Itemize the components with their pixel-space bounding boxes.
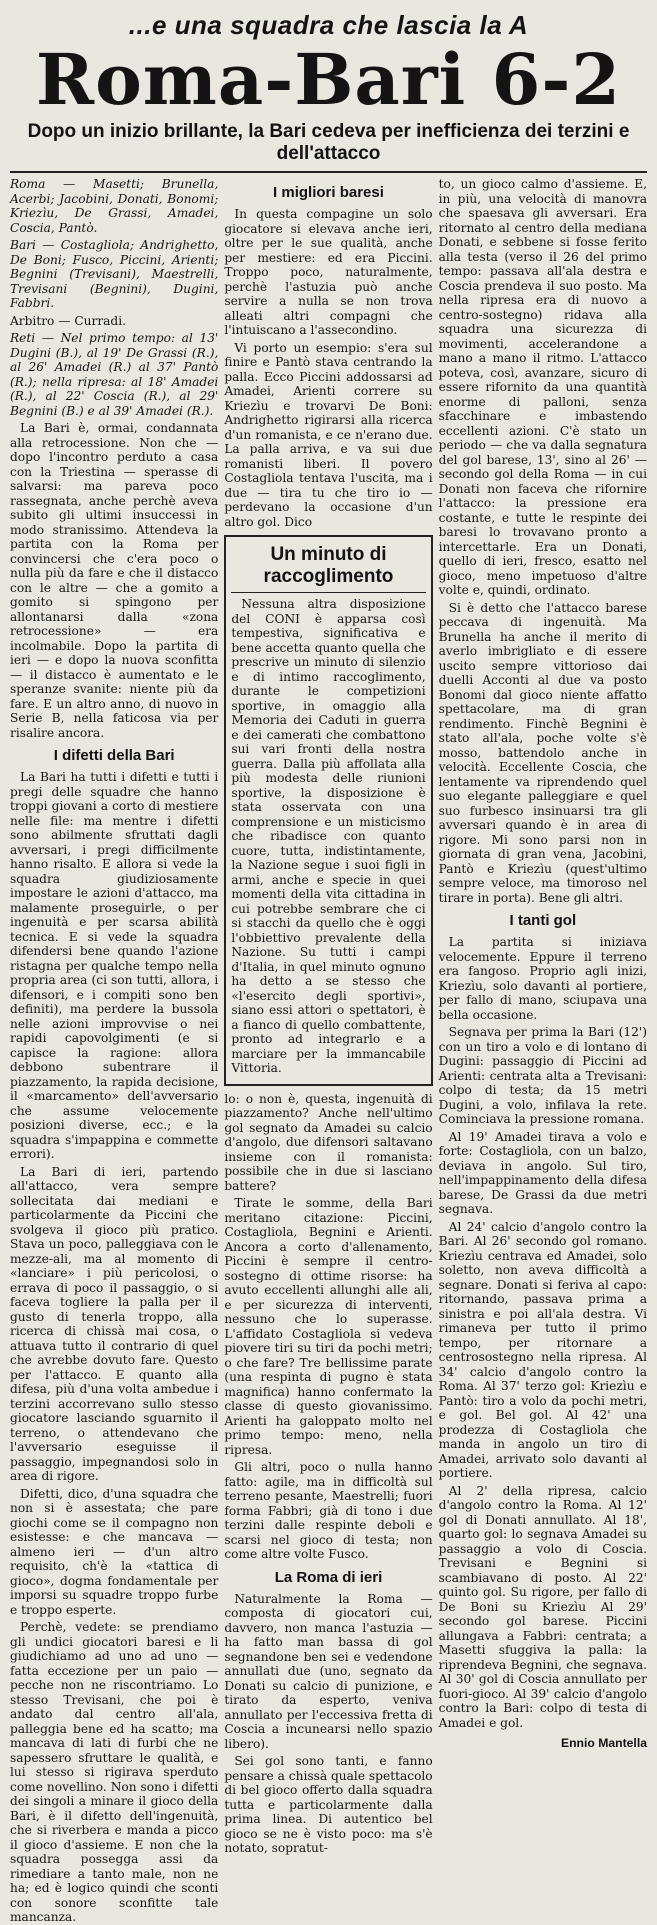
paragraph: Perchè, vedete: se prendiamo gli undici giocatori baresi e li giudichiamo ad uno ad uno — fatta eccezione per un paio — pecche non ne riscontriamo. Lo stesso Trevisani, che poi è andato dal centro all'ala, palleggia bene ed ha scatto; ma mancava di lati di furbi che ne sapessero sfruttare le qualità, e lui stesso si rigirava sperduto come novellino. Non sono i difetti dei singoli a minare il gioco della Bari, è il difetto dell'ingenuità, che si riverbera e manda a picco il gioco d'assieme. E non che la squadra possegga assi da rimediare a tanto male, non ne ha; ed è logico quindi che sconti con sonore sconfitte tale mancanza. [10,1620,219,1924]
goals-summary: Reti — Nel primo tempo: al 13' Dugini (B.), al 19' De Grassi (R.), al 26' Amadei (R.) al 37' Pantò (R.); nella ripresa: al 18' Amadei (R.), al 22' Coscia (R.), al 29' Begnini (B.) e al 39' Amadei (R.). [10,331,219,418]
paragraph: In questa compagine un solo giocatore si elevava anche ieri, oltre per le sue qualità, anche per mestiere: ed era Piccini. Troppo poco, naturalmente, perchè l'astuzia può anche servire a nulla se non trova alleati altri compagni che l'intuiscano a l'assecondino. [224,207,433,337]
kicker: ...e una squadra che lascia la A [128,10,529,40]
boxed-article [224,535,432,1086]
article-columns [10,177,647,1924]
paragraph: Al 24' calcio d'angolo contro la Bari. Al 26' secondo gol romano. Kriezìu centrava ed Amadei, solo soletto, non aveva difficoltà a segnare. Donati si feriva al capo: ritornando, passava prima a sinistra e poi all'ala destra. Vi rimaneva per tutto il primo tempo, per ritornare a centrosostegno nella ripresa. Al 34' calcio d'angolo contro la Roma. Al 37' terzo gol: Kriezìu e Pantò: tiro a volo da pochi metri, e gol. Bel gol. Al 42' una prodezza di Costagliola che manda in angolo un tiro di Amadei, arrivato solo davanti al portiere. [438,1219,647,1480]
paragraph: Vi porto un esempio: s'era sul finire e Pantò stava centrando la palla. Ecco Piccini addossarsi ad Amadei, Arienti correre su Kriezìu e trovarvi De Boni: Andrighetto rigirarsi alla ricerca d'un romanista, e ce n'erano due. La palla arriva, e va sui due romanisti liberi. Il povero Costagliola tentava l'uscita, ma i due — tira tu che tiro io — perdevano la occasione d'un altro gol. Dico [224,340,433,529]
paragraph: Segnava per prima la Bari (12') con un tiro a volo e di lontano di Dugini: passaggio di Piccini ad Arienti: centrata alta a Trevisani: colpo di testa; da 15 metri Dugini, a volo, infilava la rete. Cominciava la pressione romana. [438,1025,647,1126]
subheading: I tanti gol [509,912,577,929]
paragraph: Tirate le somme, della Bari meritano citazione: Piccini, Costagliola, Begnini e Arienti. Ancora a corto d'allenamento, Piccini è sempre il centro-sostegno di ottime risorse: ha avuto eccellenti allunghi alle ali, e per sicurezza di interventi, nessuno che lo superasse. L'affidato Costagliola si vedeva piovere tiri su tiri da pochi metri; o che fare? Tre bellissime parate (una respinta di pugno è stata magnifica) hanno confermato la classe di questo giovanissimo. Arienti ha galoppato molto nel primo tempo: meno, nella ripresa. [224,1196,433,1457]
paragraph: Si è detto che l'attacco barese peccava di ingenuità. Ma Brunella ha anche il merito di averlo imbrigliato e di essere uscito sempre vittorioso dai duelli Acconti al due va posto Bonomi dal gioco niente affatto spettacolare, ma di gran rendimento. Finchè Begnini è stato all'ala, poche volte s'è mosso, battendolo anche in velocità. Eccellente Coscia, che lentamente va riprendendo quel suo elegante palleggiare e quel suo furbesco insinuarsi tra gli avversari quando è in area di rigore. Mi sono parsi non in giornata di gran vena, Jacobini, Pantò e Kriezìu (quest'ultimo sempre veloce, ma timoroso nel tirare in porta). Bene gli altri. [438,600,647,905]
paragraph: Al 19' Amadei tirava a volo e forte: Costagliola, con un balzo, deviava in angolo. Sul tiro, nell'impappinamento della difesa barese, De Grassi da due metri segnava. [438,1129,647,1216]
subheading: I migliori baresi [273,184,384,201]
paragraph: Difetti, dico, d'una squadra che non si è assestata; che pare giochi come se il compagno non esistesse: e che mancava — almeno ieri — d'un altro requisito, ch'è la «tattica di gioco», dogma fondamentale per imporsi su squadre troppo furbe e troppo esperte. [10,1486,219,1617]
paragraph: Sei gol sono tanti, e fanno pensare a chissà quale spettacolo di bel gioco offerto dalla squadra tutta e particolarmente dalla prima linea. Di autentico bel gioco se ne è visto poco: ma s'è notato, sopratut- [224,1754,433,1855]
box-title: Un minuto di raccoglimento [231,540,425,593]
author-signature: Ennio Mantella [560,1736,647,1750]
paragraph: Al 2' della ripresa, calcio d'angolo contro la Roma. Al 12' gol di Donati annullato. Al 18', quarto gol: lo segnava Amadei su passaggio a volo di Coscia. Trevisani e Begnini si scambiavano di posto. Al 22' quinto gol. Su rigore, per fallo di De Boni su Kriezìu Al 29' secondo gol barese. Piccini allungava a Fabbri: centrata; a Masetti sfuggiva la palla: la riprendeva Begnini, che segnava. Al 30' gol di Coscia annullato per fuori-gioco. Al 39' calcio d'angolo contro la Bari: colpo di testa di Amadei e gol. [438,1483,647,1730]
paragraph: lo: o non è, questa, ingenuità di piazzamento? Anche nell'ultimo gol segnato da Amadei su calcio d'angolo, due difensori saltavano insieme con il romanista: possibile che in due si lasciano battere? [224,1091,433,1193]
paragraph: Naturalmente la Roma — composta di giocatori cui, davvero, non manca l'astuzia — ha fatto man bassa di gol segnandone ben sei e vedendone annullati due (uno, segnato da Donati su calcio di punizione, e tirato da esperto, veniva annullato per l'eccessiva fretta di Coscia a incunearsi nello spazio libero). [224,1591,433,1751]
deck-subtitle: Dopo un inizio brillante, la Bari cedeva per inefficienza dei terzini e dell'attacco [27,121,630,164]
paragraph: La Bari ha tutti i difetti e tutti i pregi delle squadre che hanno troppi giovani a corto di mestiere nelle file: ma mentre i difetti sono abilmente sfruttati dagli avversari, i pregi difficilmente hanno risalto. E allora si vede la squadra giudiziosamente impostare le azioni d'attacco, ma malamente proseguirle, o per ingenuità e per scarsa abilità tecnica. E si vede la squadra difendersi bene quando l'azione ristagna per qualche tempo nella propria area (ci son tutti, allora, i difensori, e i compiti sono ben definiti), ma perdere la bussola nelle azioni improvvise o nei rapidi capovolgimenti (e si capisce la ragione: allora debbono subentrare il piazzamento, la rapida decisione, il «marcamento» dell'avversario che assume velocemente posizioni diverse, ecc.; e la squadra s'impappina e commette errori). [10,770,219,1161]
paragraph: La Bari è, ormai, condannata alla retrocessione. Non che — dopo l'incontro perduto a casa con la Triestina — sperasse di salvarsi: ma pareva poco rassegnata, anche perchè aveva subito gli ultimi insuccessi in modo stranissimo. Attendeva la partita con la Roma per convincersi che c'era poco o nulla più da fare e che il distacco con le altre — che a gomito a gomito si spingono per allontanarsi dalla «zona retrocessione» — era incolmabile. Dopo la partita di ieri — e dopo la nuova sconfitta — il distacco è aumentato e le speranze svanite: niente più da fare. E un altro anno, di nuovo in Serie B, nella faticosa via per risalire ancora. [10,421,219,740]
lineup-roma: Roma — Masetti; Brunella, Acerbi; Jacobini, Donati, Bonomi; Kriezìu, De Grassi, Amadei, Coscia, Pantò. [10,177,219,235]
paragraph: to, un gioco calmo d'assieme. E, in più, una velocità di manovra che spaesava gli avversari. Era ritornato al centro della mediana Donati, e sebbene si fosse ferito alla testa (verso il 26 del primo tempo: passava all'ala destra e Coscia prendeva il suo posto. Ma nella ripresa era di nuovo a centro-sostegno) ridava alla squadra una sicurezza di movimenti, accelerandone a mano a mano il ritmo. L'attacco poteva, così, avanzare, sicuro di essere rifornito da una quantità enorme di palloni, senza sfacchinare e imbastendo eccellenti azioni. C'è stato un periodo — che va dalla segnatura del gol barese, 13', sino al 26' — secondo gol della Roma — in cui Donati non faceva che rifornire l'attacco: la pressione era costante, e tutte le respinte dei baresi lo trovavano pronto a intercettarle. Era un Donati, quello di ieri, fresco, esatto nel gioco, meno impetuoso d'altre volte e, quindi, ordinato. [438,177,647,597]
box-text: Nessuna altra disposizione del CONI è apparsa così tempestiva, significativa e bene accetta quanto quella che prescrive un minuto di silenzio e di intimo raccoglimento, durante le competizioni sportive, in omaggio alla Memoria dei Caduti in guerra e dei camerati che combattono sui vari fronti della nostra guerra. Dalla più affollata alla più modesta delle riunioni sportive, la disposizione è stata osservata con una comprensione e un misticismo che ribadisce con quanto cuore, tutta, indistintamente, la Nazione segue i suoi figli in armi, anche e specie in quei momenti della vita cittadina in cui potrebbe sembrare che ci si stacchi da quello che è oggi l'obbiettivo prevalente della Nazione. Su tutti i campi d'Italia, in quel minuto ognuno ha detto a se stesso che «l'esercito degli sportivi», siano essi attori o spettatori, è a fianco di quello combattente, pronto ad integrarlo e a marciare per la immancabile Vittoria. [231,597,426,1075]
paragraph: Gli altri, poco o nulla hanno fatto: agile, ma in difficoltà sul terreno pesante, Maestrelli; fuori forma Fabbri; già di tono i due terzini dalle respinte deboli e scarsi nel gioco di testa; non come altre volte Fusco. [224,1460,433,1561]
subheading: La Roma di ieri [274,1568,383,1586]
lineup-bari: Bari — Costagliola; Andrighetto, De Boni; Fusco, Piccini, Arienti; Begnini (Trevisani), Maestrelli, Trevisani (Begnini), Dugini, Fabbri. [10,238,219,310]
divider [10,171,647,173]
headline: Roma-Bari 6-2 [35,38,622,121]
paragraph: La partita si iniziava velocemente. Eppure il terreno era fangoso. Proprio agli inizi, Kriezìu, solo davanti al portiere, per fallo di mano, sciupava una bella occasione. [438,935,647,1022]
column-1 [10,177,219,1924]
referee: Arbitro — Curradi. [10,313,126,328]
subheading: I difetti della Bari [53,747,175,764]
column-2 [224,177,432,1877]
column-3 [439,177,647,1877]
paragraph: La Bari di ieri, partendo all'attacco, vera sempre sollecitata dai mediani e particolarmente da Piccini che svolgeva il gioco più pratico. Stava un poco, palleggiava con le mezze-ali, ma al momento di «lanciare» i più pericolosi, o errava di poco il passaggio, o si faceva togliere la palla per il gusto di tenerla troppo, alla ricerca di chissà mai cosa, o attuava tutto il contrario di quel che avrebbe dovuto fare. Questo per l'attacco. E quanto alla difesa, più d'una volta ambedue i terzini accorrevano sullo stesso giocatore lasciando sguarnito il terreno, o attendevano che l'avversario eseguisse il passaggio, impegnandosi solo in area di rigore. [10,1164,219,1483]
